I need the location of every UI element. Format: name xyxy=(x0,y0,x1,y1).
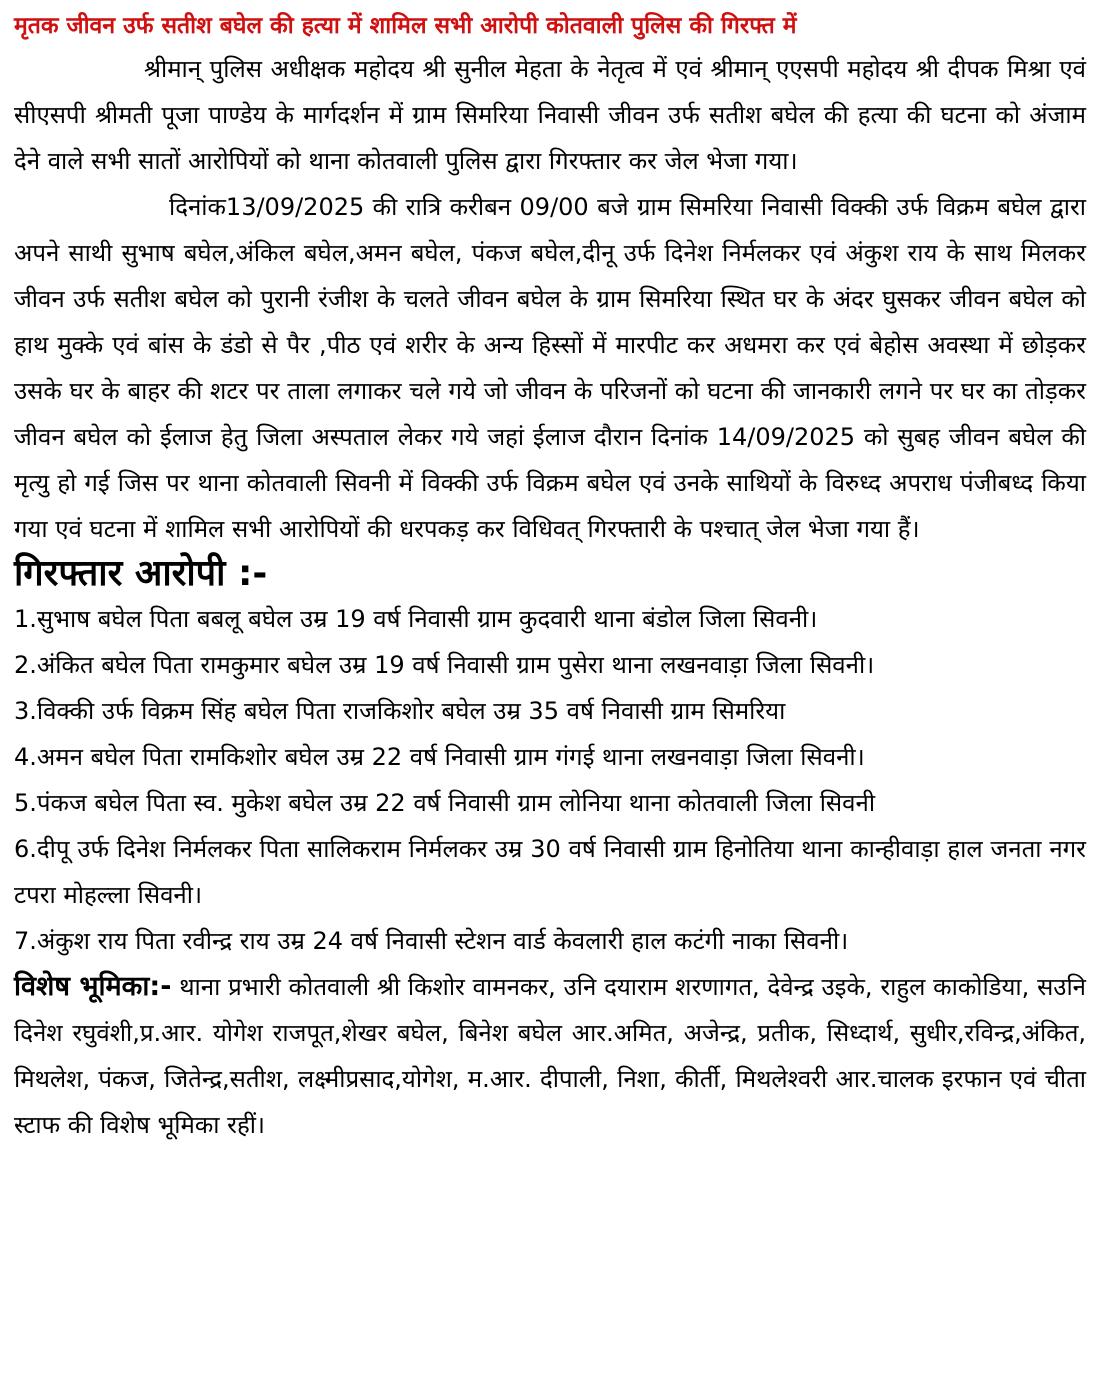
intro-paragraph: श्रीमान् पुलिस अधीक्षक महोदय श्री सुनील मेहता के नेतृत्व में एवं श्रीमान् एएसपी महोदय श्री दीपक मिश्रा एवं सीएसपी श्रीमती पूजा पाण्डेय के मार्गदर्शन में ग्राम सिमरिया निवासी जीवन उर्फ सतीश बघेल की हत्या की घटना को अंजाम देने वाले सभी सातों आरोपियों को थाना कोतवाली पुलिस द्वारा गिरफ्तार कर जेल भेजा गया। xyxy=(14,55,1086,175)
incident-paragraph: दिनांक13/09/2025 की रात्रि करीबन 09/00 बजे ग्राम सिमरिया निवासी विक्की उर्फ विक्रम बघेल द्वारा अपने साथी सुभाष बघेल,अंकिल बघेल,अमन बघेल, पंकज बघेल,दीनू उर्फ दिनेश निर्मलकर एवं अंकुश राय के साथ मिलकर जीवन उर्फ सतीश बघेल को पुरानी रंजीश के चलते जीवन बघेल के ग्राम सिमरिया स्थित घर के अंदर घुसकर जीवन बघेल को हाथ मुक्के एवं बांस के डंडो से पैर ,पीठ एवं शरीर के अन्य हिस्सों में मारपीट कर अधमरा कर एवं बेहोस अवस्था में छोड़कर उसके घर के बाहर की शटर पर ताला लगाकर चले गये जो जीवन के परिजनों को घटना की जानकारी लगने पर घर का तोड़कर जीवन बघेल को ईलाज हेतु जिला अस्पताल लेकर गये जहां ईलाज दौरान दिनांक 14/09/2025 को सुबह जीवन बघेल की मृत्यु हो गई जिस पर थाना कोतवाली सिवनी में विक्की उर्फ विक्रम बघेल एवं उनके साथियों के विरुध्द अपराध पंजीबध्द किया गया एवं घटना में शामिल सभी आरोपियों की धरपकड़ कर विधिवत् गिरफ्तारी के पश्चात् जेल भेजा गया हैं। xyxy=(14,193,1086,543)
press-note xyxy=(14,6,1086,1148)
list-item: 6.दीपू उर्फ दिनेश निर्मलकर पिता सालिकराम निर्मलकर उम्र 30 वर्ष निवासी ग्राम हिनोतिया थाना कान्हीवाड़ा हाल जनता नगर टपरा मोहल्ला सिवनी। xyxy=(14,835,1086,909)
list-item: 3.विक्की उर्फ विक्रम सिंह बघेल पिता राजकिशोर बघेल उम्र 35 वर्ष निवासी ग्राम सिमरिया xyxy=(14,697,786,725)
accused-list xyxy=(14,596,1086,964)
list-item: 4.अमन बघेल पिता रामकिशोर बघेल उम्र 22 वर्ष निवासी ग्राम गंगई थाना लखनवाड़ा जिला सिवनी। xyxy=(14,743,865,771)
list-item: 1.सुभाष बघेल पिता बबलू बघेल उम्र 19 वर्ष निवासी ग्राम कुदवारी थाना बंडोल जिला सिवनी। xyxy=(14,605,818,633)
list-item: 7.अंकुश राय पिता रवीन्द्र राय उम्र 24 वर्ष निवासी स्टेशन वार्ड केवलारी हाल कटंगी नाका सिवनी। xyxy=(14,927,849,955)
list-item: 2.अंकित बघेल पिता रामकुमार बघेल उम्र 19 वर्ष निवासी ग्राम पुसेरा थाना लखनवाड़ा जिला सिवनी। xyxy=(14,651,875,679)
special-role-paragraph xyxy=(14,964,1086,1148)
arrested-accused-heading: गिरफ्तार आरोपी :- xyxy=(14,553,268,594)
list-item: 5.पंकज बघेल पिता स्व. मुकेश बघेल उम्र 22 वर्ष निवासी ग्राम लोनिया थाना कोतवाली जिला सिवनी xyxy=(14,789,876,817)
page-title: मृतक जीवन उर्फ सतीश बघेल की हत्या में शामिल सभी आरोपी कोतवाली पुलिस की गिरफ्त में xyxy=(14,13,797,39)
special-role-label: विशेष भूमिका:- xyxy=(14,971,172,1002)
special-role-text: थाना प्रभारी कोतवाली श्री किशोर वामनकर, उनि दयाराम शरणागत, देवेन्द्र उइके, राहुल काकोडिया, सउनि दिनेश रघुवंशी,प्र.आर. योगेश राजपूत,शेखर बघेल, बिनेश बघेल आर.अमित, अजेन्द्र, प्रतीक, सिध्दार्थ, सुधीर,रविन्द्र,अंकित, मिथलेश, पंकज, जितेन्द्र,सतीश, लक्ष्मीप्रसाद,योगेश, म.आर. दीपाली, निशा, कीर्ती, मिथलेश्वरी आर.चालक इरफान एवं चीता स्टाफ की विशेष भूमिका रहीं। xyxy=(14,973,1087,1139)
